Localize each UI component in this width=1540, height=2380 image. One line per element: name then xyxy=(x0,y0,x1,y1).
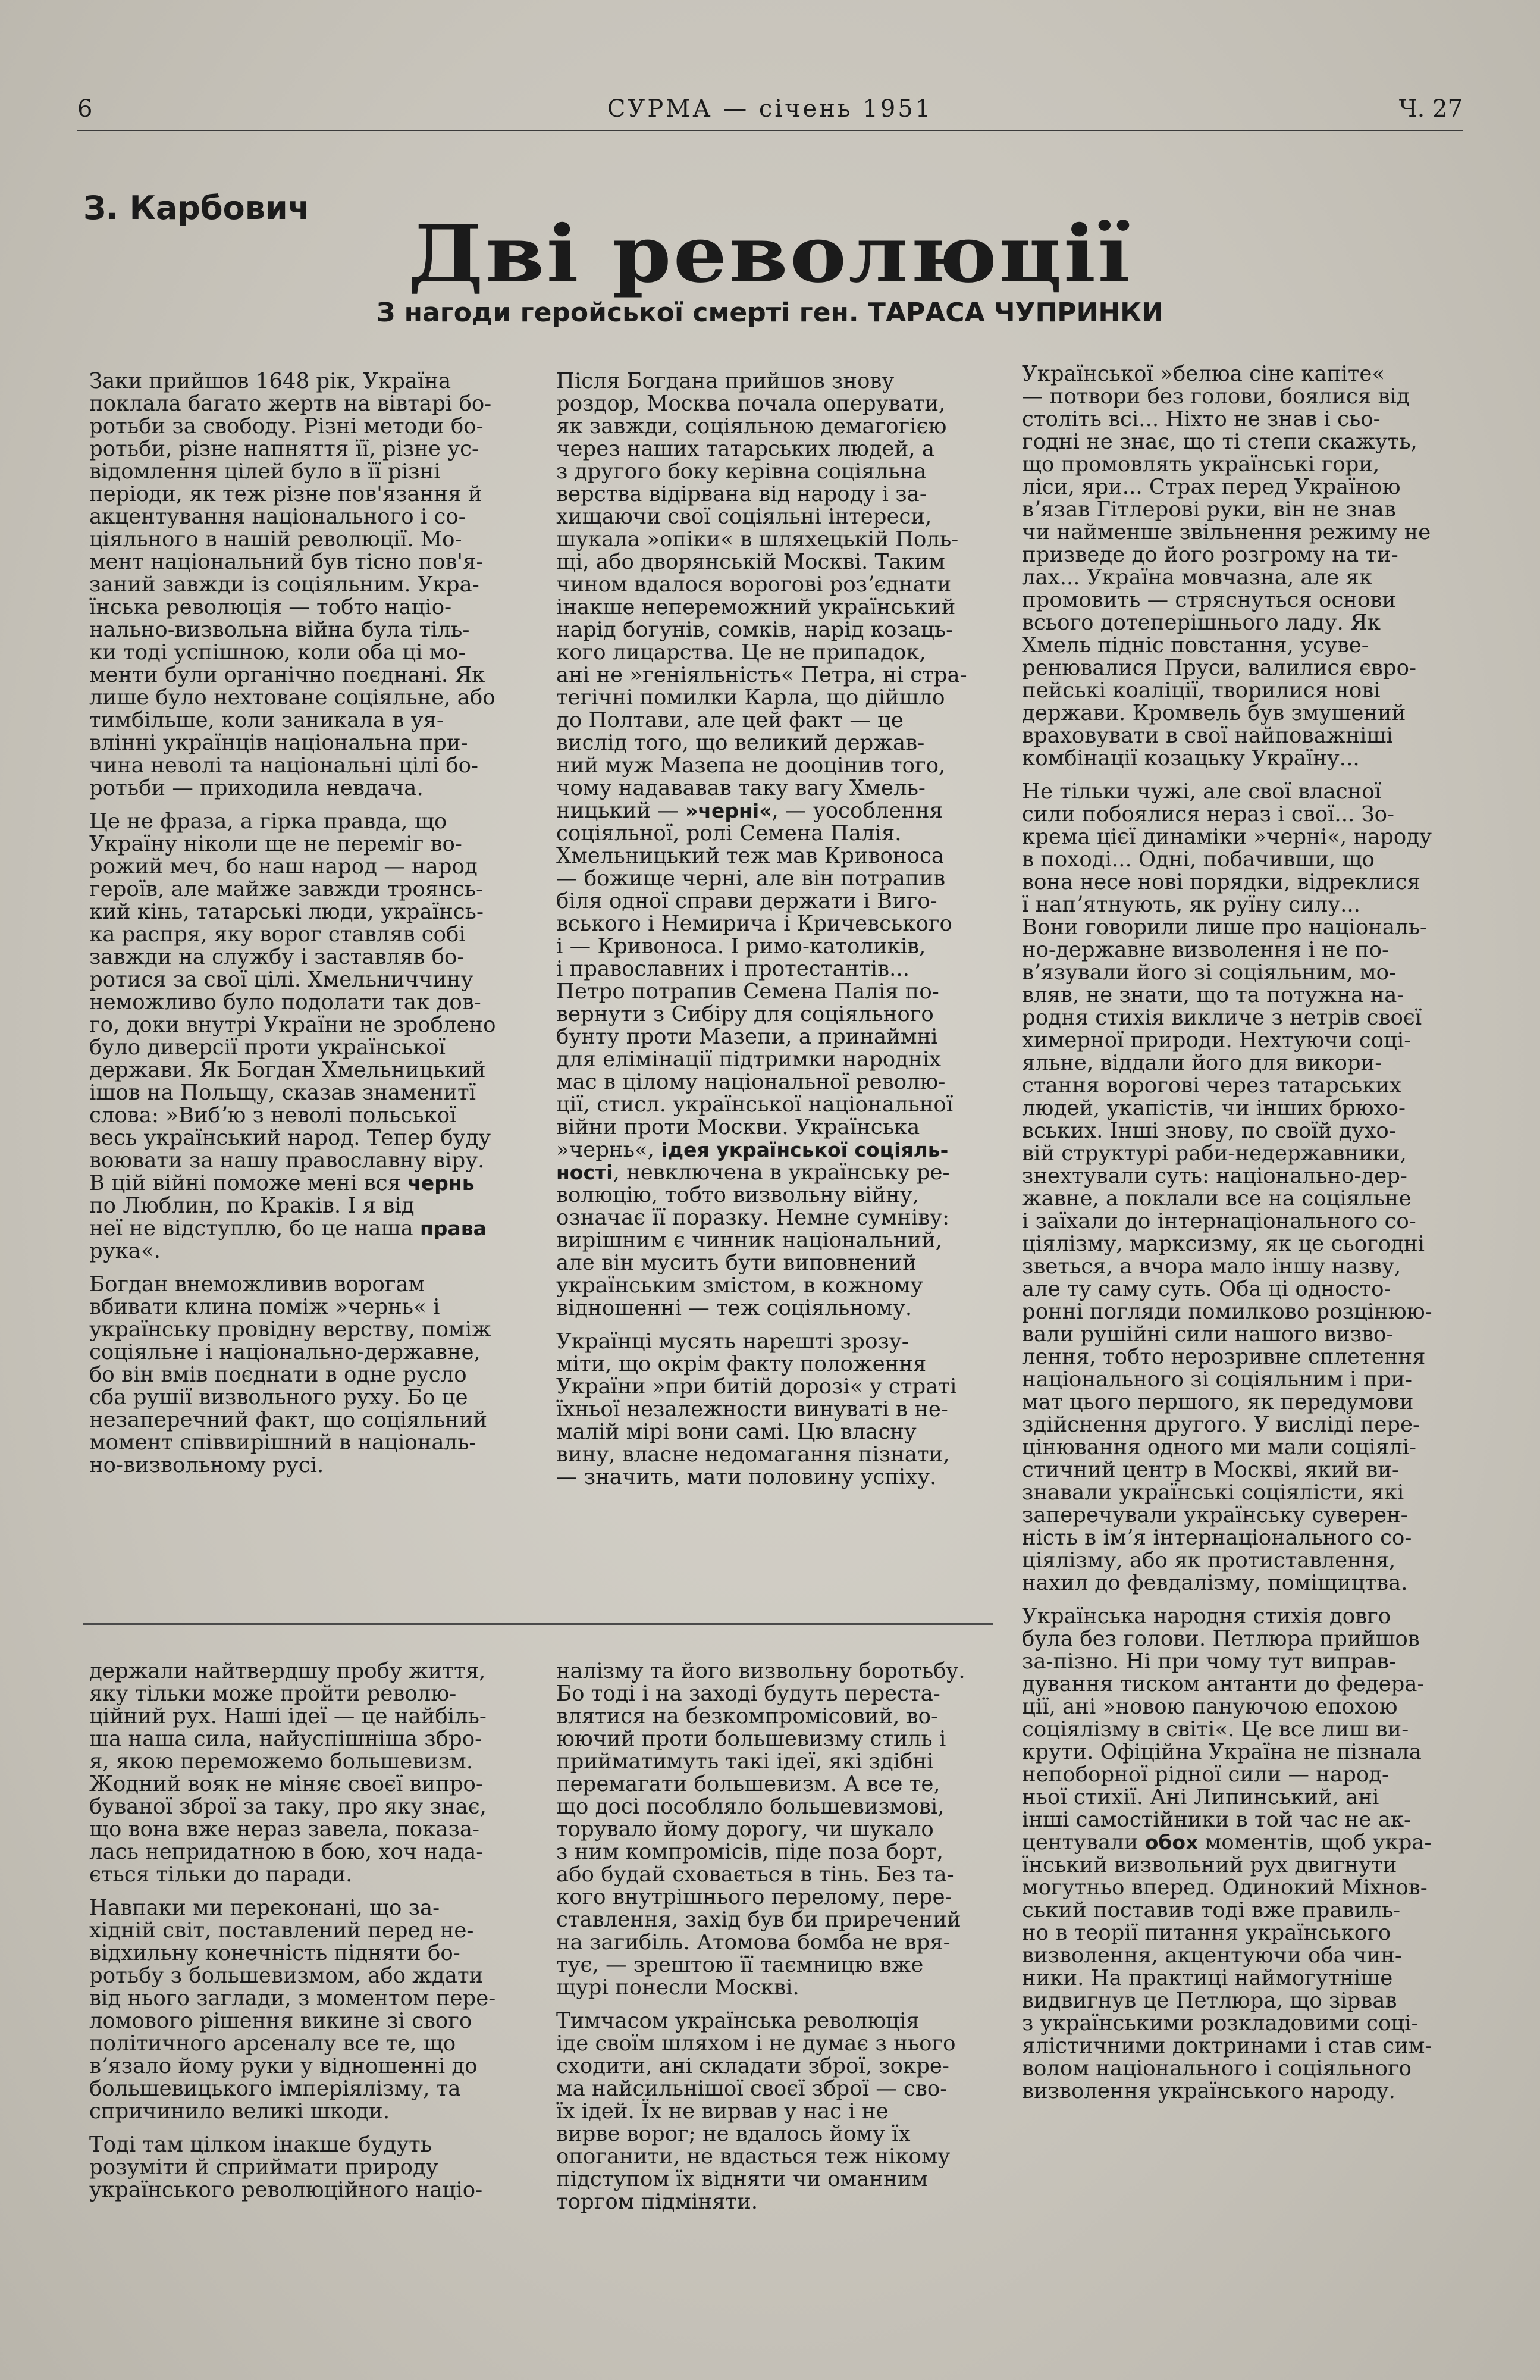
column-top-left xyxy=(89,370,520,1584)
text-run: , — уособлення соціяльної, ролі Семена Палія. Хмельницький теж мав Кривоноса — божище черні, але він потрапив біля одної справи держати і Виго- вського і Немирича і Кричевського і — Кривоноса. І римо-католиків, і православних і протестантів... Петро потрапив Семена Палія по- вернути з Сибіру для соціяльного бунту проти Мазепи, а принаймні для елімінації підтримки народніх мас в цілому національної револю- ції, стисл. української національної війни проти Москви. Українська »чернь«, xyxy=(556,798,954,1162)
bold-text: чернь xyxy=(407,1172,475,1195)
paragraph xyxy=(89,1273,520,1477)
text-run: Тоді там цілком інакше будуть розуміти й сприймати природу українського революційного націо- xyxy=(89,2132,483,2202)
page-number: 6 xyxy=(77,95,93,123)
article-author: З. Карбович xyxy=(83,189,310,227)
text-run: Не тільки чужі, але свої власної сили побоялися нераз і свої... Зо- крема цієї динаміки »черні«, народу в поході... Одні, побачивши, що вона несе нові порядки, відреклися ї напʼятнують, як руїну силу... Вони говорили лише про національ- но-державне визволення і не по- вʼязували його зі соціяльним, мо- вляв, не знати, що та потужна на- родня стихія викличе з нетрів своєї химерної природи. Нехтуючи соці- яльне, віддали його для викори- стання ворогові через татарських людей, укапістів, чи інших брюхо- вських. Інші знову, по своїй духо- вій структурі раби-недержавники, знехтували суть: національно-дер- жавне, а поклали все на соціяльне і заїхали до інтернаціонального со- ціялізму, марксизму, як це сьогодні зветься, а вчора мало іншу назву, але ту саму суть. Оба ці односто- ронні погляди помилково розцінюю- вали рушійні сили нашого визво- лення, тобто нерозривне сплетення національного зі соціяльним і при- мат цього першого, як передумови здійснення другого. У висліді пере- цінювання одного ми мали соціялі- стичний центр в Москві, який ви- знавали українські соціялісти, які заперечували українську суверен- ність в імʼя інтернаціонального со- ціялізму, або як протиставлення, нахил до февдалізму, поміщицтва. xyxy=(1022,779,1432,1595)
bold-text: обох xyxy=(1144,1831,1199,1854)
paragraph xyxy=(89,810,520,1263)
paragraph xyxy=(556,1660,996,1999)
paragraph xyxy=(556,370,996,1320)
header-rule xyxy=(77,130,1463,131)
text-run: по Люблин, по Краків. І я від неї не відступлю, бо це наша xyxy=(89,1194,415,1241)
text-run: Після Богдана прийшов знову роздор, Москва почала оперувати, як завжди, соціяльною демагогією через наших татарських людей, а з другого боку керівна соціяльна верства відірвана від народу і за- хищаючи свої соціяльні інтереси, шукала »опіки« в шляхецькій Поль- щі, або дворянській Москві. Таким чином вдалося ворогові розʼєднати інакше непереможний український нарід богунів, сомків, нарід козаць- кого лицарства. Це не припадок, ані не »геніяльність« Петра, ні стра- тегічні помилки Карла, що дійшло до Полтави, але цей факт — це вислід того, що великий держав- ний муж Мазепа не дооцінив того, чому надававав таку вагу Хмель- ницький — xyxy=(556,370,967,823)
paragraph xyxy=(89,1660,520,1886)
text-run: моментів, щоб укра- їнський визвольний рух двигнути могутньо вперед. Одинокий Міхнов- ський поставив тоді вже правиль- но в теорії питання українського визволення, акцентуючи оба чин- ники. На практиці наймогутніше видвигнув це Петлюра, що зірвав з українськими розкладовими соці- ялістичними доктринами і став сим- волом національного і соціяльного визволення українського народу. xyxy=(1022,1830,1432,2103)
running-head: СУРМА — січень 1951 xyxy=(607,95,933,123)
paragraph xyxy=(556,1330,996,1489)
column-bottom-middle xyxy=(556,1660,996,2255)
text-run: Навпаки ми переконані, що за- хідній світ, поставлений перед не- відхильну конечність підняти бо- ротьбу з большевизмом, або ждати від нього заглади, з моментом пере- ломового рішення викине зі свого політичного арсеналу все те, що вʼязало йому руки у відношенні до большевицького імперіялізму, та спричинило великі шкоди. xyxy=(89,1896,496,2124)
bold-text: »черні« xyxy=(685,799,772,822)
text-run: рука«. xyxy=(89,1239,161,1263)
text-run: Українці мусять нарешті зрозу- міти, що окрім факту положення України »при битій дорозі« у страті їхньої незалежности винуваті в не- малій мірі вони самі. Цю власну вину, власне недомагання пізнати, — значить, мати половину успіху. xyxy=(556,1329,957,1489)
section-divider xyxy=(83,1623,993,1625)
bold-text: права xyxy=(420,1217,487,1240)
paragraph xyxy=(1022,1605,1466,2103)
column-bottom-left xyxy=(89,1660,520,2255)
text-run: налізму та його визвольну боротьбу. Бо тоді і на заході будуть переста- влятися на безкомпромісовий, во- юючий проти большевизму стиль і прийматимуть такі ідеї, які здібні перемагати большевизм. А все те, що досі пособляло большевизмові, торувало йому дорогу, чи шукало з ним компромісів, піде поза борт, або будай сховається в тінь. Без та- кого внутрішнього перелому, пере- ставлення, захід був би приречений на загибіль. Атомова бомба не вря- тує, — зрештою її таємницю вже щурі понесли Москві. xyxy=(556,1660,965,2000)
article-subtitle: З нагоди геройської смерті ген. ТАРАСА ЧУПРИНКИ xyxy=(377,298,1163,328)
text-run: , невключена в українську ре- волюцію, тобто визвольну війну, означає її поразку. Немне сумніву: вирішним є чинник національний, але він мусить бути виповнений українським змістом, в кожному відношенні — теж соціяльному. xyxy=(556,1160,950,1320)
paragraph xyxy=(89,370,520,800)
column-right xyxy=(1022,363,1466,2255)
text-run: Заки прийшов 1648 рік, Україна поклала багато жертв на вівтарі бо- ротьби за свободу. Різні методи бо- ротьби, різне напняття її, різне ус- відомлення цілей було в її різні періоди, як теж різне пов'язання й акцентування національного і со- ціяльного в нашій революції. Мо- мент національний був тісно пов'я- заний завжди із соціяльним. Укра- їнська революція — тобто націо- нально-визвольна війна була тіль- ки тоді успішною, коли оба ці мо- менти були органічно поєднані. Як лише було нехтоване соціяльне, або тимбільше, коли заникала в уя- влінні українців національна при- чина неволі та національні цілі бо- ротьби — приходила невдача. xyxy=(89,370,495,800)
text-run: Українська народня стихія довго була без голови. Петлюра прийшов за-пізно. Ні при чому тут виправ- дування тиском антанти до федера- ції, ані »новою пануючою епохою соціялізму в світі«. Це все лиш ви- крути. Офіційна Україна не пізнала непоборної рідної сили — народ- ньої стихії. Ані Липинський, ані інші самостійники в той час не ак- центували xyxy=(1022,1604,1425,1855)
issue-number: Ч. 27 xyxy=(1398,95,1463,123)
text-run: Тимчасом українська революція іде своїм шляхом і не думає з нього сходити, ані складати зброї, зокре- ма найсильнішої своєї зброї — сво- їх ідей. Їх не вирвав у нас і не вирве ворог; не вдалось йому їх опоганити, не вдасться теж нікому підступом їх відняти чи оманним торгом підміняти. xyxy=(556,2009,956,2214)
article-title: Дві революції xyxy=(408,208,1132,300)
text-run: держали найтвердшу пробу життя, яку тільки може пройти револю- ційний рух. Наші ідеї — це найбіль- ша наша сила, найуспішніша збро- я, якою переможемо большевизм. Жодний вояк не міняє своєї випро- буваної зброї за таку, про яку знає, що вона вже нераз завела, показа- лась непридатною в бою, хоч нада- ється тільки до паради. xyxy=(89,1660,487,1887)
bold-text: ідея української соціяль- ності xyxy=(556,1138,949,1184)
text-run: Української »белюа сіне капіте« — потвори без голови, боялися від століть всі... Ніхто не знав і сьо- годні не знає, що ті степи скажуть, що промовлять українські гори, ліси, яри... Страх перед Україною вʼязав Гітлерові руки, він не знав чи найменше звільнення режиму не призведе до його розгрому на ти- лах... Україна мовчазна, але як промовить — стряснуться основи всього дотеперішнього ладу. Як Хмель підніс повстання, усуве- ренювалися Пруси, валилися євро- пейські коаліції, творилися нові держави. Кромвель був змушений враховувати в свої найповажніші комбінації козацьку Україну... xyxy=(1022,363,1431,771)
column-top-middle xyxy=(556,370,996,1584)
paragraph xyxy=(89,1897,520,2123)
paragraph xyxy=(1022,363,1466,770)
text-run: Богдан внеможливив ворогам вбивати клина поміж »чернь« і українську провідну верству, поміж соціяльне і національно-державне, бо він вмів поєднати в одне русло сба рушії визвольного руху. Бо це незаперечний факт, що соціяльний момент співвирішний в національ- но-визвольному русі. xyxy=(89,1272,491,1477)
paragraph xyxy=(556,2010,996,2213)
paragraph xyxy=(1022,781,1466,1595)
text-run: Це не фраза, а гірка правда, що Україну ніколи ще не переміг во- рожий меч, бо наш народ — народ героїв, але майже завжди троянсь- кий кінь, татарські люди, українсь- ка распря, яку ворог ставляв собі завжди на службу і заставляв бо- ротися за свої цілі. Хмельниччину неможливо було подолати так дов- го, доки внутрі України не зроблено було диверсії проти української держави. Як Богдан Хмельницький ішов на Польщу, сказав знаменитї слова: »Вибʼю з неволі польської весь український народ. Тепер буду воювати за нашу православну віру. В цій війні поможе мені вся xyxy=(89,809,496,1195)
paragraph xyxy=(89,2134,520,2202)
